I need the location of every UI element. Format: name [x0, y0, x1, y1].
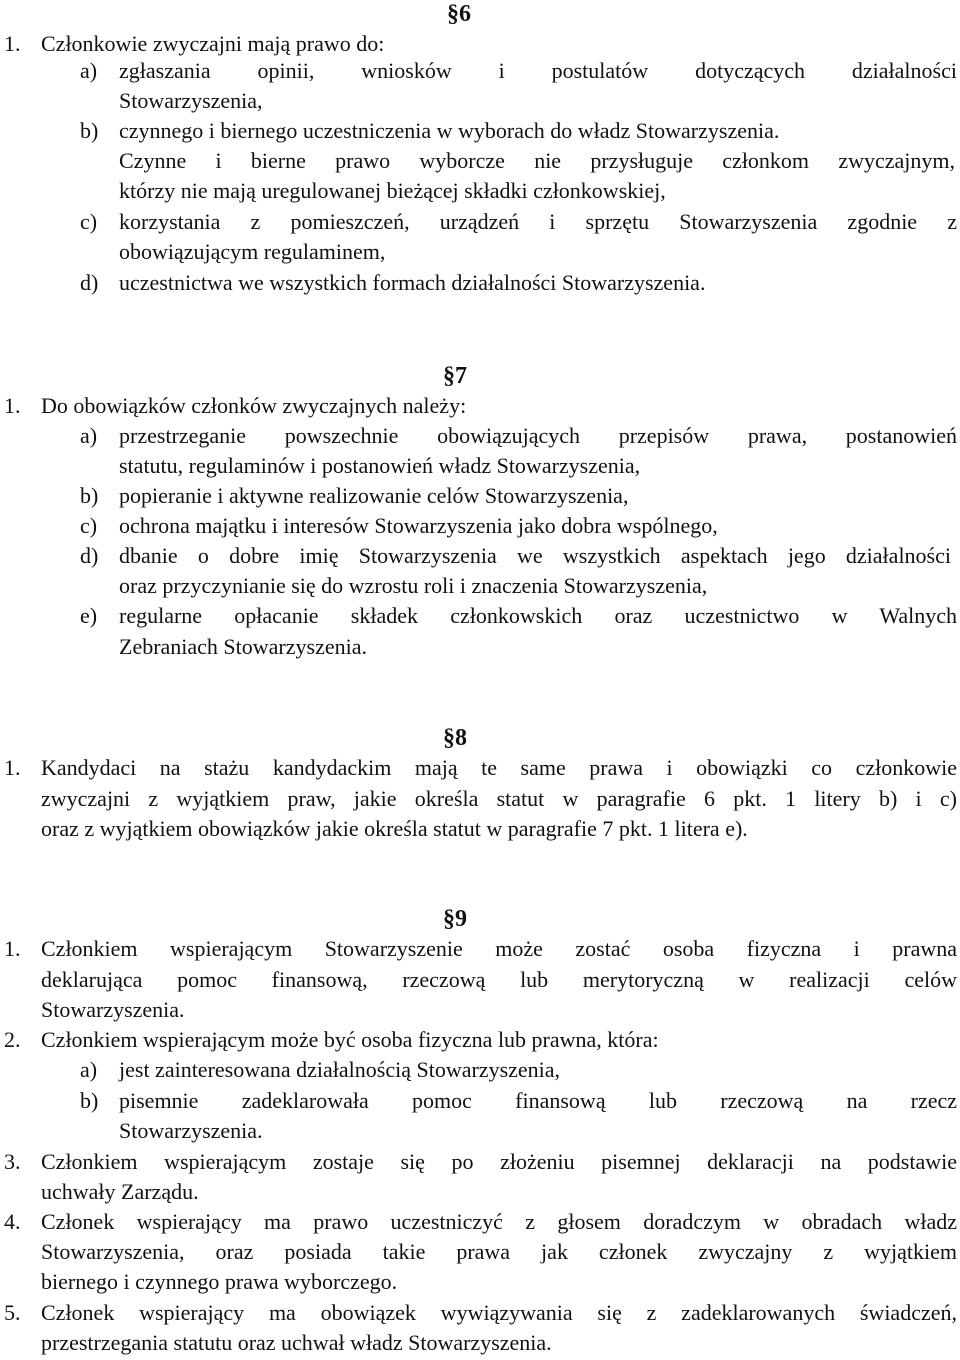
list-text-line: jest zainteresowana działalnością Stowarzyszenia, — [119, 1057, 561, 1082]
list-text-line: korzystania z pomieszczeń, urządzeń i sprzętu Stowarzyszenia zgodnie z — [119, 209, 957, 234]
item-text-line: biernego i czynnego prawa wyborczego. — [41, 1269, 398, 1294]
item-number: 5. — [4, 1300, 21, 1325]
item-text-line: przestrzegania statutu oraz uchwał władz Stowarzyszenia. — [41, 1330, 552, 1355]
item-text-line: deklarująca pomoc finansową, rzeczową lub merytoryczną w realizacji celów — [41, 967, 957, 992]
item-text: Członkowie zwyczajni mają prawo do: — [41, 31, 385, 56]
list-text-line: czynnego i biernego uczestniczenia w wyborach do władz Stowarzyszenia. — [119, 118, 780, 143]
list-text-line: dbanie o dobre imię Stowarzyszenia we wszystkich aspektach jego działalności — [119, 543, 951, 568]
list-text-line: popieranie i aktywne realizowanie celów Stowarzyszenia, — [119, 483, 629, 508]
list-text-line: Zebraniach Stowarzyszenia. — [119, 634, 367, 659]
list-text-line: regularne opłacanie składek członkowskich oraz uczestnictwo w Walnych — [119, 603, 957, 628]
list-label: b) — [80, 1088, 99, 1113]
list-label: d) — [80, 270, 99, 295]
list-text-line: uczestnictwa we wszystkich formach działalności Stowarzyszenia. — [119, 270, 706, 295]
item-text-line: Kandydaci na stażu kandydackim mają te same prawa i obowiązki co członkowie — [41, 755, 957, 780]
list-label: c) — [80, 209, 98, 234]
list-label: b) — [80, 118, 99, 143]
list-text-line: ochrona majątku i interesów Stowarzyszenia jako dobra wspólnego, — [119, 513, 718, 538]
list-label: a) — [80, 1057, 98, 1082]
list-label: e) — [80, 603, 98, 628]
list-text-line: statutu, regulaminów i postanowień władz Stowarzyszenia, — [119, 453, 641, 478]
list-text-line: zgłaszania opinii, wniosków i postulatów dotyczących działalności — [119, 58, 957, 83]
section-heading-7: §7 — [443, 363, 467, 389]
item-text-line: Członkiem wspierającym Stowarzyszenie może zostać osoba fizyczna i prawna — [41, 936, 957, 961]
item-number: 1. — [4, 936, 21, 961]
item-text-line: Członek wspierający ma prawo uczestniczyć z głosem doradczym w obradach władz — [41, 1209, 957, 1234]
item-text-line: Członkiem wspierającym zostaje się po złożeniu pisemnej deklaracji na podstawie — [41, 1149, 957, 1174]
item-text-line: Stowarzyszenia. — [41, 997, 185, 1022]
list-text-line: Stowarzyszenia. — [119, 1118, 263, 1143]
list-label: d) — [80, 543, 99, 568]
list-text-line: obowiązującym regulaminem, — [119, 239, 386, 264]
item-number: 1. — [4, 755, 21, 780]
list-label: b) — [80, 483, 99, 508]
list-text-line: którzy nie mają uregulowanej bieżącej składki członkowskiej, — [119, 178, 666, 203]
section-heading-9: §9 — [443, 906, 467, 932]
list-label: a) — [80, 58, 98, 83]
item-number: 1. — [4, 393, 21, 418]
item-text-line: oraz z wyjątkiem obowiązków jakie określa statut w paragrafie 7 pkt. 1 litera e). — [41, 816, 748, 841]
list-text-line: pisemnie zadeklarowała pomoc finansową lub rzeczową na rzecz — [119, 1088, 957, 1113]
list-text-line: Czynne i bierne prawo wyborcze nie przysługuje członkom zwyczajnym, — [119, 148, 955, 173]
item-number: 3. — [4, 1149, 21, 1174]
list-label: a) — [80, 423, 98, 448]
item-text-line: Stowarzyszenia, oraz posiada takie prawa jak członek zwyczajny z wyjątkiem — [41, 1239, 957, 1264]
list-label: c) — [80, 513, 98, 538]
item-number: 1. — [4, 31, 21, 56]
item-text: Do obowiązków członków zwyczajnych należy: — [41, 393, 467, 418]
item-text-line: Członkiem wspierającym może być osoba fizyczna lub prawna, która: — [41, 1027, 659, 1052]
item-number: 2. — [4, 1027, 21, 1052]
item-text-line: Członek wspierający ma obowiązek wywiązywania się z zadeklarowanych świadczeń, — [41, 1300, 957, 1325]
item-text-line: uchwały Zarządu. — [41, 1179, 199, 1204]
list-text-line: oraz przyczynianie się do wzrostu roli i znaczenia Stowarzyszenia, — [119, 573, 708, 598]
section-heading-8: §8 — [443, 725, 467, 751]
item-number: 4. — [4, 1209, 21, 1234]
item-text-line: zwyczajni z wyjątkiem praw, jakie określa statut w paragrafie 6 pkt. 1 litery b) i c) — [41, 786, 957, 811]
list-text-line: przestrzeganie powszechnie obowiązujących przepisów prawa, postanowień — [119, 423, 957, 448]
section-heading-6: §6 — [447, 1, 471, 27]
list-text-line: Stowarzyszenia, — [119, 88, 263, 113]
